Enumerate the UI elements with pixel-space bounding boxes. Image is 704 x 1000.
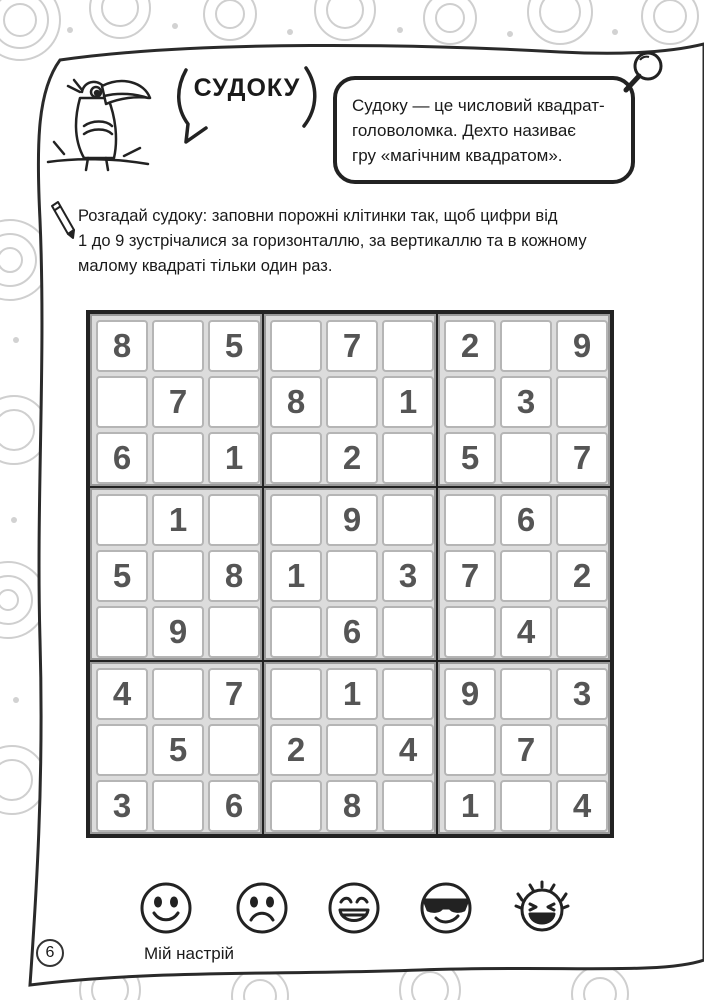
sudoku-given-cell: 1	[152, 494, 204, 546]
sudoku-given-cell: 1	[444, 780, 496, 832]
sudoku-given-cell: 2	[270, 724, 322, 776]
sudoku-box	[264, 662, 436, 834]
laughing-face-icon[interactable]	[514, 880, 570, 936]
sunglasses-face-icon[interactable]	[418, 880, 474, 936]
sudoku-empty-cell[interactable]	[382, 494, 434, 546]
sudoku-empty-cell[interactable]	[382, 668, 434, 720]
sudoku-empty-cell[interactable]	[382, 606, 434, 658]
sudoku-empty-cell[interactable]	[326, 376, 378, 428]
sudoku-empty-cell[interactable]	[556, 494, 608, 546]
sad-face-icon[interactable]	[234, 880, 290, 936]
sudoku-box	[90, 488, 262, 660]
sudoku-empty-cell[interactable]	[96, 494, 148, 546]
sudoku-empty-cell[interactable]	[326, 724, 378, 776]
sudoku-empty-cell[interactable]	[152, 780, 204, 832]
sudoku-given-cell: 8	[326, 780, 378, 832]
smile-face-icon[interactable]	[138, 880, 194, 936]
sudoku-empty-cell[interactable]	[500, 550, 552, 602]
sudoku-given-cell: 7	[444, 550, 496, 602]
sudoku-empty-cell[interactable]	[326, 550, 378, 602]
sudoku-given-cell: 8	[96, 320, 148, 372]
sudoku-given-cell: 7	[500, 724, 552, 776]
sudoku-given-cell: 2	[326, 432, 378, 484]
sudoku-board	[86, 310, 614, 838]
sudoku-given-cell: 1	[382, 376, 434, 428]
info-line-2: головоломка. Дехто називає	[352, 121, 576, 140]
sudoku-given-cell: 4	[96, 668, 148, 720]
sudoku-empty-cell[interactable]	[270, 494, 322, 546]
pencil-icon	[48, 200, 76, 240]
page-number	[36, 939, 64, 967]
sudoku-box	[264, 488, 436, 660]
sudoku-empty-cell[interactable]	[556, 724, 608, 776]
sudoku-empty-cell[interactable]	[444, 376, 496, 428]
sudoku-empty-cell[interactable]	[500, 668, 552, 720]
sudoku-box	[264, 314, 436, 486]
sudoku-given-cell: 6	[326, 606, 378, 658]
sudoku-empty-cell[interactable]	[96, 724, 148, 776]
instructions-line-1: Розгадай судоку: заповни порожні клітинки так, щоб цифри від	[78, 207, 558, 225]
sudoku-empty-cell[interactable]	[382, 320, 434, 372]
sudoku-given-cell: 6	[96, 432, 148, 484]
info-line-3: гру «магічним квадратом».	[352, 146, 563, 165]
sudoku-given-cell: 3	[556, 668, 608, 720]
sudoku-given-cell: 6	[208, 780, 260, 832]
sudoku-empty-cell[interactable]	[382, 432, 434, 484]
sudoku-given-cell: 2	[444, 320, 496, 372]
sudoku-given-cell: 3	[500, 376, 552, 428]
toucan-bird-icon	[44, 70, 152, 182]
instructions	[78, 204, 638, 279]
page-number-text: 6	[45, 944, 55, 961]
info-text	[352, 93, 632, 168]
sudoku-given-cell: 9	[326, 494, 378, 546]
sudoku-empty-cell[interactable]	[96, 606, 148, 658]
sudoku-given-cell: 3	[96, 780, 148, 832]
sudoku-empty-cell[interactable]	[208, 376, 260, 428]
sudoku-given-cell: 1	[326, 668, 378, 720]
sudoku-given-cell: 4	[500, 606, 552, 658]
sudoku-given-cell: 5	[444, 432, 496, 484]
sudoku-given-cell: 2	[556, 550, 608, 602]
sudoku-empty-cell[interactable]	[382, 780, 434, 832]
sudoku-box	[438, 488, 610, 660]
mood-row	[138, 880, 578, 938]
sudoku-empty-cell[interactable]	[208, 724, 260, 776]
sudoku-given-cell: 7	[208, 668, 260, 720]
sudoku-given-cell: 9	[444, 668, 496, 720]
sudoku-empty-cell[interactable]	[270, 320, 322, 372]
sudoku-given-cell: 1	[208, 432, 260, 484]
sudoku-given-cell: 5	[152, 724, 204, 776]
magnifier-icon	[618, 48, 668, 98]
instructions-line-3: малому квадраті тільки один раз.	[78, 257, 333, 275]
sudoku-empty-cell[interactable]	[556, 376, 608, 428]
sudoku-empty-cell[interactable]	[270, 668, 322, 720]
sudoku-empty-cell[interactable]	[208, 494, 260, 546]
sudoku-box	[90, 662, 262, 834]
sudoku-empty-cell[interactable]	[152, 550, 204, 602]
sudoku-given-cell: 9	[152, 606, 204, 658]
title-speech-bubble	[172, 58, 322, 148]
sudoku-empty-cell[interactable]	[96, 376, 148, 428]
sudoku-empty-cell[interactable]	[500, 432, 552, 484]
sudoku-given-cell: 5	[96, 550, 148, 602]
sudoku-box	[438, 662, 610, 834]
sudoku-empty-cell[interactable]	[208, 606, 260, 658]
sudoku-empty-cell[interactable]	[500, 780, 552, 832]
sudoku-given-cell: 3	[382, 550, 434, 602]
sudoku-empty-cell[interactable]	[270, 780, 322, 832]
sudoku-empty-cell[interactable]	[444, 494, 496, 546]
info-line-1: Судоку — це числовий квадрат-	[352, 96, 605, 115]
sudoku-empty-cell[interactable]	[270, 606, 322, 658]
sudoku-given-cell: 7	[326, 320, 378, 372]
sudoku-given-cell: 4	[556, 780, 608, 832]
sudoku-given-cell: 5	[208, 320, 260, 372]
sudoku-empty-cell[interactable]	[556, 606, 608, 658]
sudoku-given-cell: 7	[556, 432, 608, 484]
page-title: СУДОКУ	[193, 74, 301, 102]
sudoku-box	[438, 314, 610, 486]
sudoku-given-cell: 8	[208, 550, 260, 602]
sudoku-given-cell: 4	[382, 724, 434, 776]
mood-label: Мій настрій	[144, 944, 235, 963]
sudoku-given-cell: 7	[152, 376, 204, 428]
sudoku-given-cell: 1	[270, 550, 322, 602]
sudoku-given-cell: 9	[556, 320, 608, 372]
grin-face-icon[interactable]	[326, 880, 382, 936]
sudoku-empty-cell[interactable]	[152, 432, 204, 484]
sudoku-given-cell: 6	[500, 494, 552, 546]
instructions-line-2: 1 до 9 зустрічалися за горизонталлю, за вертикаллю та в кожному	[78, 232, 587, 250]
sudoku-empty-cell[interactable]	[500, 320, 552, 372]
sudoku-box	[90, 314, 262, 486]
sudoku-empty-cell[interactable]	[152, 320, 204, 372]
sudoku-given-cell: 8	[270, 376, 322, 428]
sudoku-empty-cell[interactable]	[270, 432, 322, 484]
sudoku-empty-cell[interactable]	[444, 606, 496, 658]
sudoku-empty-cell[interactable]	[444, 724, 496, 776]
sudoku-empty-cell[interactable]	[152, 668, 204, 720]
